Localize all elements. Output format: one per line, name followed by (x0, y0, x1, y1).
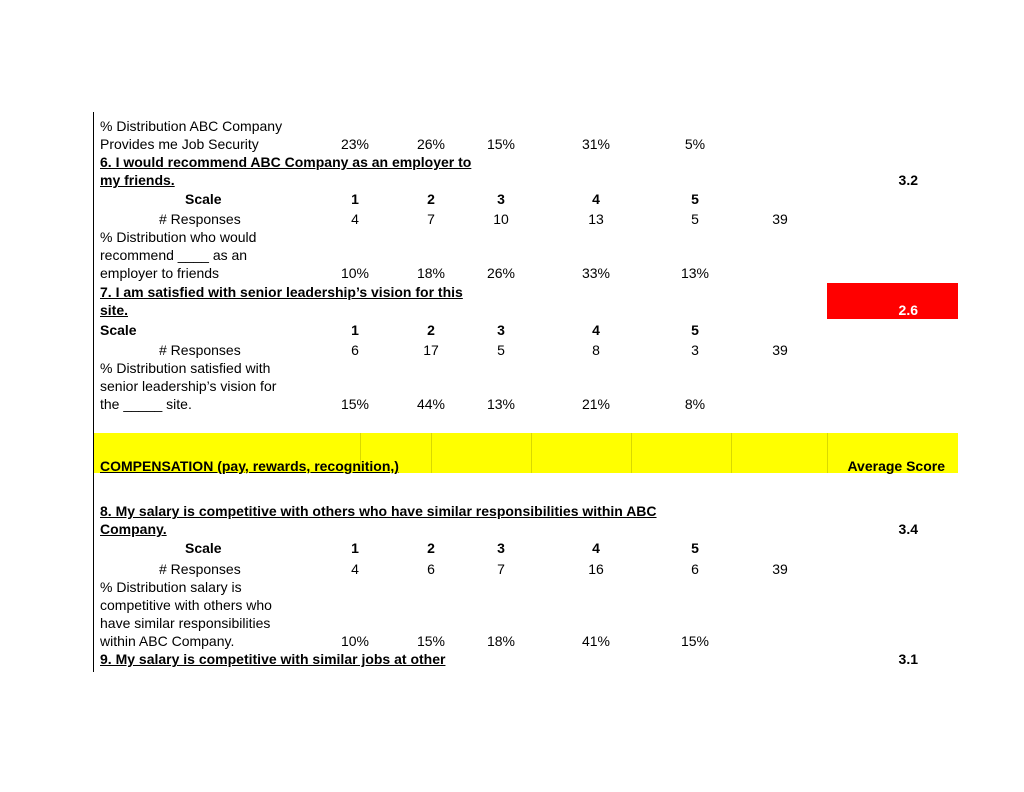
dist-value: 26% (416, 136, 446, 152)
scale-label: Scale (185, 191, 222, 207)
dist-value: 33% (581, 265, 611, 281)
dist-label-line: have similar responsibilities (100, 615, 271, 631)
response-total: 39 (772, 561, 788, 577)
response-count: 4 (351, 211, 359, 227)
dist-value: 15% (486, 136, 516, 152)
response-total: 39 (772, 211, 788, 227)
scale-value: 3 (497, 322, 505, 338)
dist-label-line: % Distribution salary is (100, 579, 242, 595)
question-8-title: Company. (100, 521, 167, 537)
scale-value: 1 (351, 191, 359, 207)
question-7-score: 2.6 (898, 302, 918, 318)
dist-value: 31% (581, 136, 611, 152)
dist-label-line: % Distribution who would (100, 229, 257, 245)
scale-value: 1 (351, 540, 359, 556)
question-8-title: 8. My salary is competitive with others who have similar responsibilities within ABC (100, 503, 657, 519)
response-count: 8 (592, 342, 600, 358)
response-count: 7 (427, 211, 435, 227)
response-count: 6 (691, 561, 699, 577)
question-6-title: my friends. (100, 172, 175, 188)
response-count: 7 (497, 561, 505, 577)
dist-value: 15% (680, 633, 710, 649)
average-score-header: Average Score (847, 458, 945, 474)
responses-label: # Responses (159, 211, 241, 227)
response-count: 5 (691, 211, 699, 227)
spreadsheet-page (93, 112, 958, 672)
dist-value: 26% (486, 265, 516, 281)
question-6-title: 6. I would recommend ABC Company as an employer to (100, 154, 472, 170)
dist-value: 41% (581, 633, 611, 649)
dist-label-line: senior leadership’s vision for (100, 378, 277, 394)
scale-value: 2 (427, 540, 435, 556)
dist-label-line: Provides me Job Security (100, 136, 259, 152)
responses-label: # Responses (159, 561, 241, 577)
dist-value: 13% (680, 265, 710, 281)
scale-value: 4 (592, 191, 600, 207)
dist-label-line: % Distribution satisfied with (100, 360, 271, 376)
scale-value: 3 (497, 191, 505, 207)
response-count: 3 (691, 342, 699, 358)
scale-label: Scale (185, 540, 222, 556)
dist-value: 10% (340, 265, 370, 281)
dist-label-line: the _____ site. (100, 396, 192, 412)
question-9-score: 3.1 (898, 651, 918, 667)
scale-value: 2 (427, 322, 435, 338)
low-score-highlight (827, 283, 958, 319)
dist-value: 13% (486, 396, 516, 412)
dist-label-line: recommend ____ as an (100, 247, 248, 263)
dist-value: 5% (684, 136, 706, 152)
dist-value: 15% (340, 396, 370, 412)
scale-value: 3 (497, 540, 505, 556)
section-title: COMPENSATION (pay, rewards, recognition,) (100, 458, 399, 474)
dist-value: 18% (416, 265, 446, 281)
response-count: 4 (351, 561, 359, 577)
question-9-title: 9. My salary is competitive with similar jobs at other (100, 651, 446, 667)
dist-value: 23% (340, 136, 370, 152)
response-count: 13 (588, 211, 604, 227)
dist-label-line: within ABC Company. (100, 633, 235, 649)
dist-label-line: employer to friends (100, 265, 220, 281)
scale-value: 1 (351, 322, 359, 338)
question-6-score: 3.2 (898, 172, 918, 188)
responses-label: # Responses (159, 342, 241, 358)
question-8-score: 3.4 (898, 521, 918, 537)
dist-label-line: % Distribution ABC Company (100, 118, 283, 134)
dist-value: 15% (416, 633, 446, 649)
question-7-title: 7. I am satisfied with senior leadership’s vision for this (100, 284, 463, 300)
scale-label: Scale (100, 322, 137, 338)
scale-value: 5 (691, 540, 699, 556)
response-count: 6 (427, 561, 435, 577)
scale-value: 5 (691, 322, 699, 338)
response-count: 17 (423, 342, 439, 358)
scale-value: 2 (427, 191, 435, 207)
response-count: 5 (497, 342, 505, 358)
scale-value: 4 (592, 322, 600, 338)
question-7-title: site. (100, 302, 129, 318)
scale-value: 4 (592, 540, 600, 556)
dist-value: 8% (684, 396, 706, 412)
response-count: 16 (588, 561, 604, 577)
response-total: 39 (772, 342, 788, 358)
response-count: 10 (493, 211, 509, 227)
dist-value: 44% (416, 396, 446, 412)
dist-value: 18% (486, 633, 516, 649)
scale-value: 5 (691, 191, 699, 207)
dist-value: 10% (340, 633, 370, 649)
dist-value: 21% (581, 396, 611, 412)
dist-label-line: competitive with others who (100, 597, 272, 613)
response-count: 6 (351, 342, 359, 358)
